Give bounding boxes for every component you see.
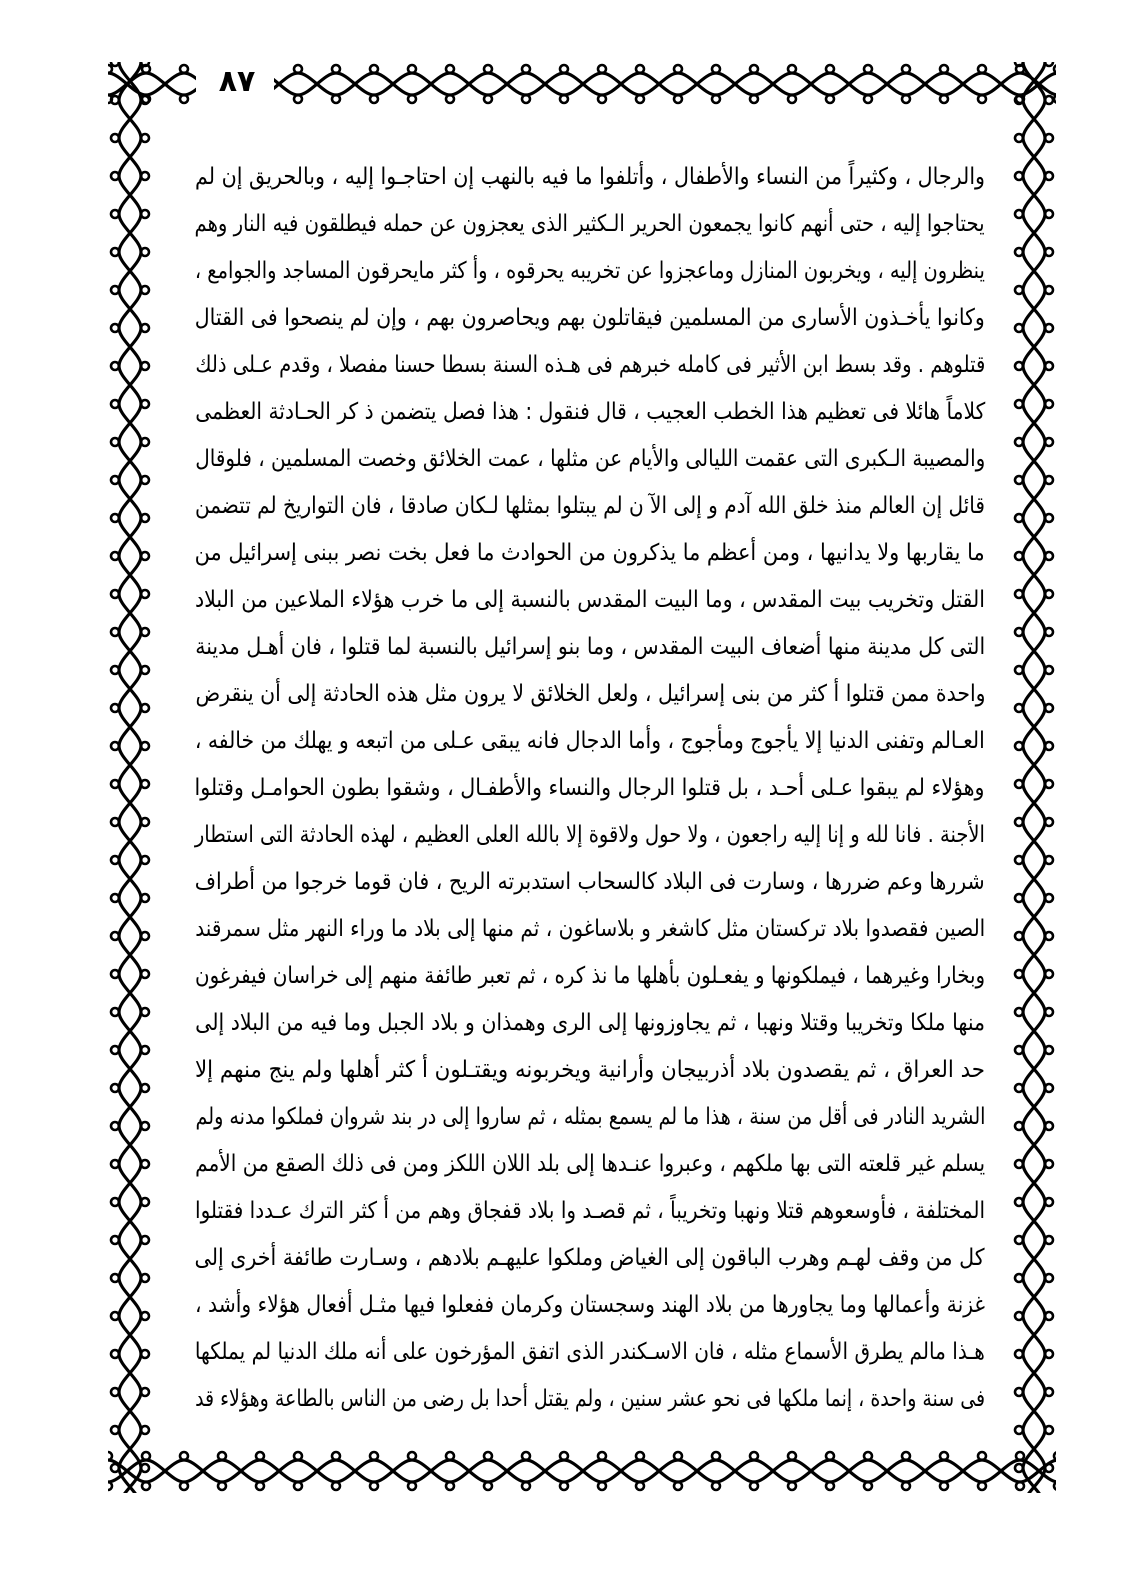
text-line [195, 906, 985, 953]
text-line [195, 1000, 985, 1047]
text-line [195, 577, 985, 624]
body-text [195, 154, 985, 1423]
text-line [195, 1282, 985, 1329]
line-text: القتل وتخريب بيت المقدس ، وما البيت المقدس بالنسبة إلى ما خرب هؤلاء الملاعين من البلاد [195, 587, 985, 613]
text-line [195, 1329, 985, 1376]
page-number: ٨٧ [218, 64, 256, 99]
border-right [1012, 62, 1056, 1493]
text-line [195, 201, 985, 248]
line-text: يسلم غير قلعته التى بها ملكهم ، وعبروا عنـدها إلى بلد اللان اللكز ومن فى ذلك الصقع من الأمم [195, 1151, 985, 1177]
text-line [195, 1141, 985, 1188]
line-text: يحتاجوا إليه ، حتى أنهم كانوا يجمعون الحرير الـكثير الذى يعجزون عن حمله فيطلقون فيه النار وهم [195, 211, 985, 237]
line-text: قتلوهم . وقد بسط ابن الأثير فى كامله خبرهم فى هـذه السنة بسطا حسنا مفصلا ، وقدم عـلى ذلك [195, 352, 985, 378]
line-text: الأجنة . فانا لله و إنا إليه راجعون ، ولا حول ولاقوة إلا بالله العلى العظيم ، لهذه الحادثة التى استطار [195, 822, 985, 848]
line-text: والمصيبة الـكبرى التى عقمت الليالى والأيام عن مثلها ، عمت الخلائق وخصت المسلمين ، فلوقال [195, 446, 985, 472]
text-line [195, 1094, 985, 1141]
text-line [195, 1047, 985, 1094]
line-text: حد العراق ، ثم يقصدون بلاد أذربيجان وأرانية ويخربونه ويقتـلون أ كثر أهلها ولم ينج منهم إلا [195, 1057, 985, 1083]
text-line [195, 1188, 985, 1235]
line-text: كل من وقف لهـم وهرب الباقون إلى الغياض وملكوا عليهـم بلادهم ، وسـارت طائفة أخرى إلى [195, 1245, 985, 1271]
line-text: وهؤلاء لم يبقوا عـلى أحـد ، بل قتلوا الرجال والنساء والأطفـال ، وشقوا بطون الحوامـل وقتلوا [195, 775, 985, 801]
line-text: واحدة ممن قتلوا أ كثر من بنى إسرائيل ، ولعل الخلائق لا يرون مثل هذه الحادثة إلى أن ينقرض [195, 681, 985, 707]
line-text: غزنة وأعمالها وما يجاورها من بلاد الهند وسجستان وكرمان ففعلوا فيها مثـل أفعال هؤلاء وأشد ، [195, 1292, 985, 1318]
line-text: وبخارا وغيرهما ، فيملكونها و يفعـلون بأهلها ما نذ كره ، ثم تعبر طائفة منهم إلى خراسان فيفرغون [195, 963, 985, 989]
line-text: فى سنة واحدة ، إنما ملكها فى نحو عشر سنين ، ولم يقتل أحدا بل رضى من الناس بالطاعة وهؤلاء قد [195, 1386, 985, 1412]
line-text: الصين فقصدوا بلاد تركستان مثل كاشغر و بلاساغون ، ثم منها إلى بلاد ما وراء النهر مثل سمرقند [195, 916, 985, 942]
line-text: قائل إن العالم منذ خلق الله آدم و إلى الآ ن لم يبتلوا بمثلها لـكان صادقا ، فان التواريخ لم تتضمن [195, 493, 985, 519]
text-line [195, 436, 985, 483]
text-line [195, 1376, 985, 1423]
line-text: ينظرون إليه ، ويخربون المنازل وماعجزوا عن تخريبه يحرقوه ، وأ كثر مايحرقون المساجد والجوامع ، [195, 258, 985, 284]
text-line [195, 671, 985, 718]
border-bottom [108, 1449, 1056, 1493]
text-line [195, 624, 985, 671]
text-line [195, 389, 985, 436]
text-line [195, 765, 985, 812]
text-line [195, 953, 985, 1000]
text-line [195, 483, 985, 530]
line-text: ما يقاربها ولا يدانيها ، ومن أعظم ما يذكرون من الحوادث ما فعل بخت نصر ببنى إسرائيل من [195, 540, 985, 566]
text-line [195, 859, 985, 906]
line-text: شررها وعم ضررها ، وسارت فى البلاد كالسحاب استدبرته الريح ، فان قوما خرجوا من أطراف [195, 869, 985, 895]
line-text: هـذا مالم يطرق الأسماع مثله ، فان الاسـكندر الذى اتفق المؤرخون على أنه ملك الدنيا لم يملكها [195, 1339, 985, 1365]
line-text: التى كل مدينة منها أضعاف البيت المقدس ، وما بنو إسرائيل بالنسبة لما قتلوا ، فان أهـل مدينة [195, 634, 985, 660]
text-line [195, 295, 985, 342]
line-text: المختلفة ، فأوسعوهم قتلا ونهبا وتخريباً ، ثم قصـد وا بلاد قفجاق وهم من أ كثر الترك عـددا فقتلوا [195, 1198, 985, 1224]
text-line [195, 248, 985, 295]
text-line [195, 530, 985, 577]
text-line [195, 342, 985, 389]
line-text: الشريد النادر فى أقل من سنة ، هذا ما لم يسمع بمثله ، ثم ساروا إلى در بند شروان فملكوا مدنه ولم [195, 1104, 985, 1130]
text-line [195, 154, 985, 201]
text-line [195, 718, 985, 765]
text-line [195, 812, 985, 859]
line-text: العـالم وتفنى الدنيا إلا يأجوج ومأجوج ، وأما الدجال فانه يبقى عـلى من اتبعه و يهلك من خالفه ، [195, 728, 985, 754]
line-text: والرجال ، وكثيراً من النساء والأطفال ، وأتلفوا ما فيه بالنهب إن احتاجـوا إليه ، وبالحريق إن لم [195, 164, 985, 190]
line-text: كلاماً هائلا فى تعظيم هذا الخطب العجيب ، قال فنقول : هذا فصل يتضمن ذ كر الحـادثة العظمى [195, 399, 985, 425]
line-text: وكانوا يأخـذون الأسارى من المسلمين فيقاتلون بهم ويحاصرون بهم ، وإن لم ينصحوا فى القتال [195, 305, 985, 331]
line-text: منها ملكا وتخريبا وقتلا ونهبا ، ثم يجاوزونها إلى الرى وهمذان و بلاد الجبل وما فيه من البلاد إلى [195, 1010, 985, 1036]
text-line [195, 1235, 985, 1282]
